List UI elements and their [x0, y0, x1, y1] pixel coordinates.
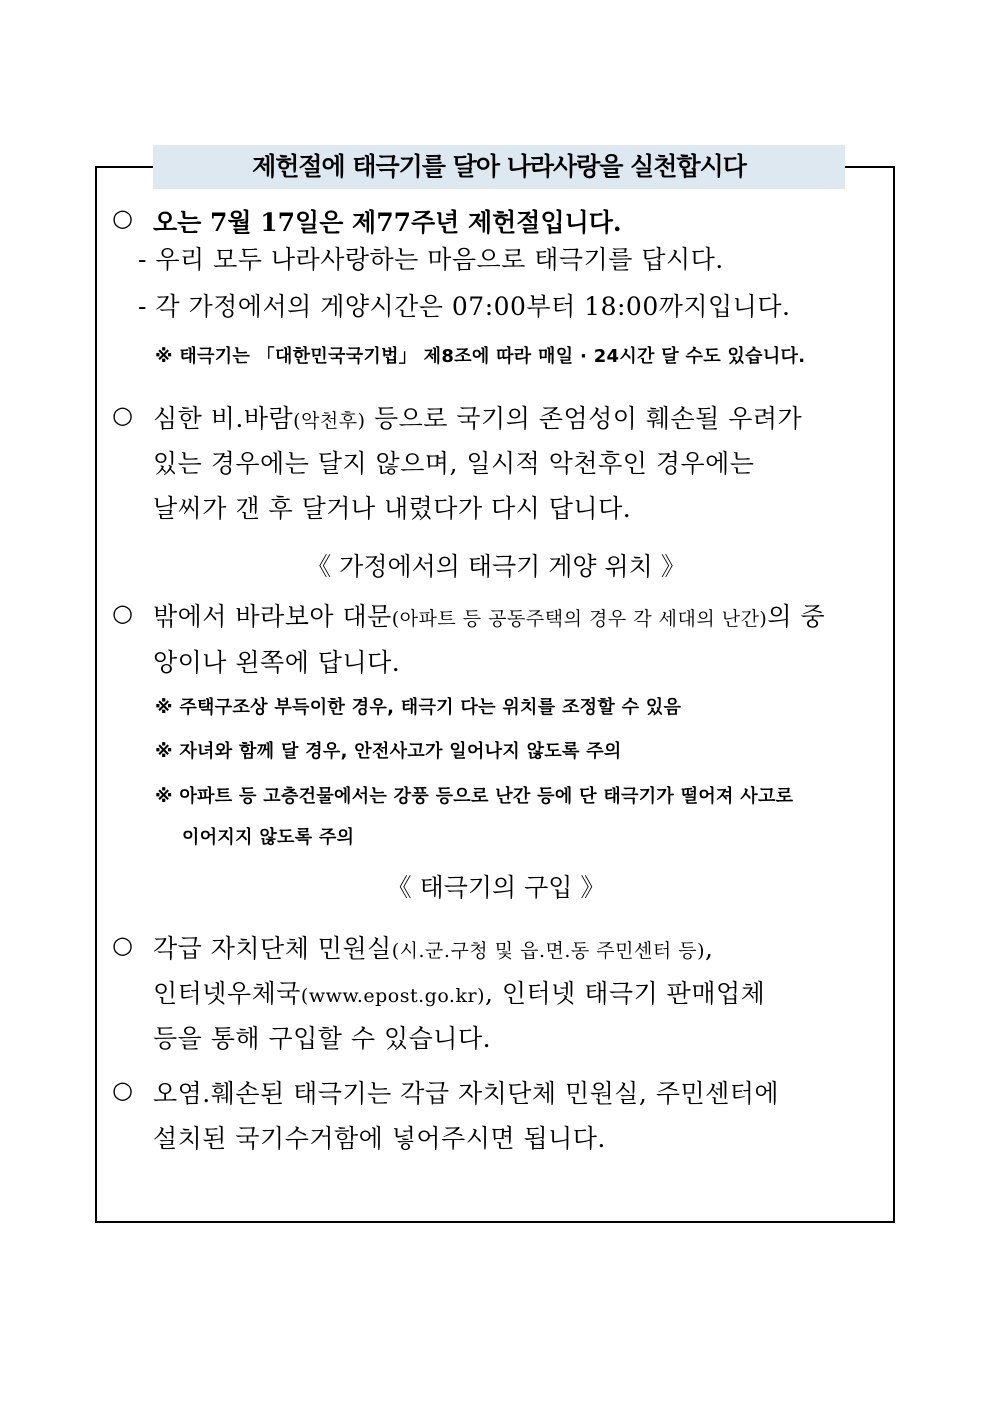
position-line-2: 앙이나 왼쪽에 답니다.: [153, 648, 401, 677]
purchase-line-1: [153, 929, 713, 965]
bullet-circle: ○: [112, 931, 133, 959]
weather-line-3: 날씨가 갠 후 달거나 내렸다가 다시 답니다.: [153, 494, 632, 523]
disposal-line-1: 오염.훼손된 태극기는 각급 자치단체 민원실, 주민센터에: [153, 1079, 780, 1108]
epost-url: (www.epost.go.kr): [300, 985, 485, 1007]
position-line-1: [153, 597, 825, 633]
purchase-line-2-b: , 인터넷 태극기 판매업체: [484, 979, 766, 1008]
bullet-circle: ○: [112, 1076, 133, 1104]
disposal-line-2: 설치된 국기수거함에 넣어주시면 됩니다.: [153, 1124, 606, 1153]
intro-headline: 오는 7월 17일은 제77주년 제헌절입니다.: [153, 208, 622, 237]
position-note-1: ※ 주택구조상 부득이한 경우, 태극기 다는 위치를 조정할 수 있음: [155, 697, 682, 718]
weather-line-1-paren: (악천후): [293, 410, 366, 432]
position-note-3-continuation: 이어지지 않도록 주의: [182, 827, 355, 848]
position-note-2: ※ 자녀와 함께 달 경우, 안전사고가 일어나지 않도록 주의: [155, 741, 622, 762]
purchase-line-2-a: 인터넷우체국: [153, 979, 301, 1008]
weather-line-1-a: 심한 비.바람: [153, 404, 294, 433]
intro-dash-1: - 우리 모두 나라사랑하는 마음으로 태극기를 답시다.: [138, 245, 724, 274]
purchase-line-1-b: ,: [705, 934, 714, 963]
intro-dash-2: - 각 가정에서의 게양시간은 07:00부터 18:00까지입니다.: [138, 292, 791, 321]
weather-line-2: 있는 경우에는 달지 않으며, 일시적 악천후인 경우에는: [153, 449, 755, 478]
position-line-1-paren: (아파트 등 공동주택의 경우 각 세대의 난간): [391, 608, 768, 630]
position-line-1-a: 밖에서 바라보아 대문: [153, 602, 392, 631]
purchase-line-3: 등을 통해 구입할 수 있습니다.: [153, 1024, 492, 1053]
position-section-heading: 《 가정에서의 태극기 게양 위치 》: [306, 552, 686, 581]
purchase-line-1-a: 각급 자치단체 민원실: [153, 934, 392, 963]
purchase-line-2: [153, 974, 765, 1010]
bullet-circle: ○: [112, 401, 133, 429]
weather-line-1: [153, 399, 802, 435]
position-note-3: ※ 아파트 등 고층건물에서는 강풍 등으로 난간 등에 단 태극기가 떨어져 사고로: [155, 786, 794, 807]
purchase-section-heading: 《 태극기의 구입 》: [386, 873, 606, 902]
weather-line-1-b: 등으로 국기의 존엄성이 훼손될 우려가: [365, 404, 803, 433]
intro-note: ※ 태극기는 「대한민국국기법」 제8조에 따라 매일 · 24시간 달 수도 있습니다.: [155, 346, 806, 367]
page-title: 제헌절에 태극기를 달아 나라사랑을 실천합시다: [153, 145, 845, 189]
position-line-1-b: 의 중: [767, 602, 826, 631]
bullet-circle: ○: [112, 599, 133, 627]
bullet-circle: ○: [112, 204, 133, 232]
purchase-line-1-paren: (시.군.구청 및 읍.면.동 주민센터 등): [391, 940, 705, 962]
